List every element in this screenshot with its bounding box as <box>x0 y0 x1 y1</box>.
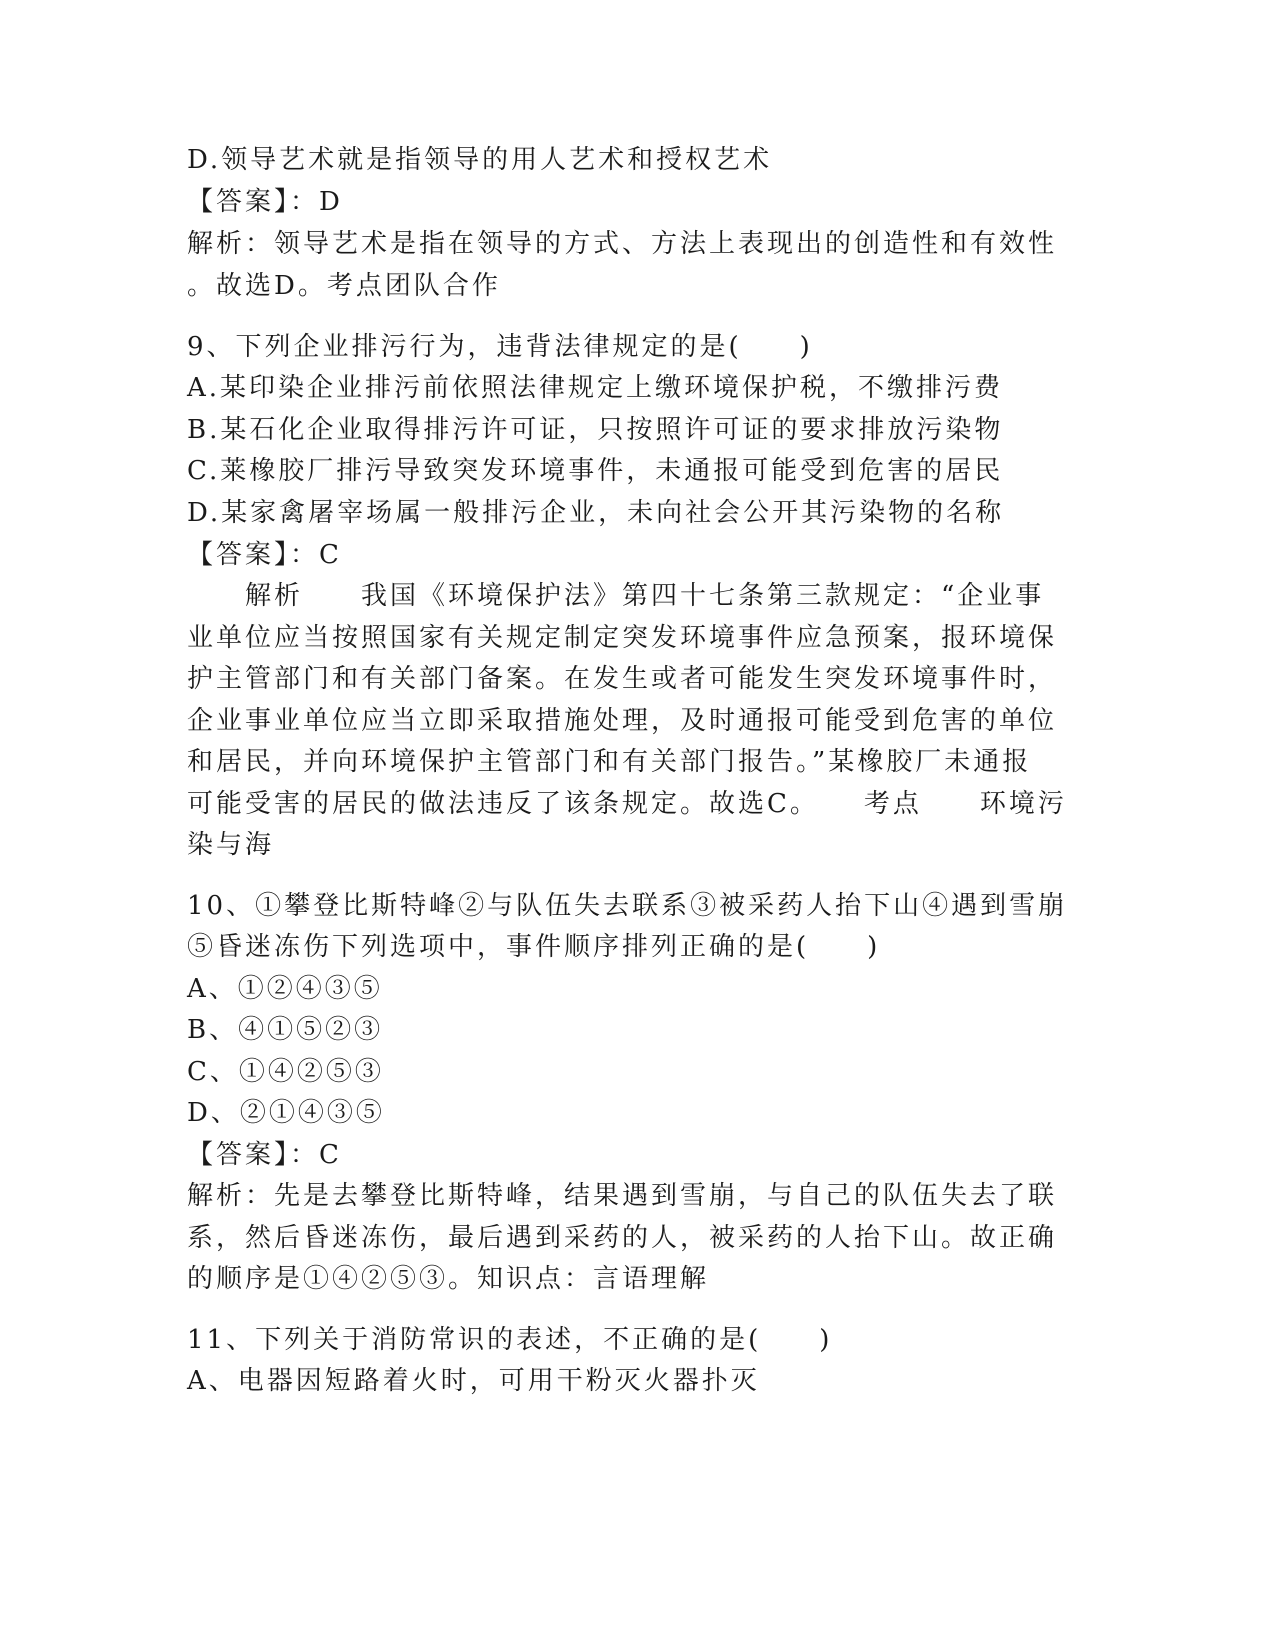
option-d: D.某家禽屠宰场属一般排污企业，未向社会公开其污染物的名称 <box>187 498 1005 528</box>
explanation-line: 解析：先是去攀登比斯特峰，结果遇到雪崩，与自己的队伍失去了联 <box>187 1181 1058 1211</box>
explanation-line: 可能受害的居民的做法违反了该条规定。故选C。 考点 环境污 <box>187 789 1067 819</box>
question-stem: 9、下列企业排污行为，违背法律规定的是( ) <box>187 332 813 362</box>
option-a: A、电器因短路着火时，可用干粉灭火器扑灭 <box>187 1366 760 1396</box>
option-c: C.莱橡胶厂排污导致突发环境事件，未通报可能受到危害的居民 <box>187 456 1004 486</box>
explanation-line: 解析：领导艺术是指在领导的方式、方法上表现出的创造性和有效性 <box>187 229 1058 259</box>
explanation-line: 业单位应当按照国家有关规定制定突发环境事件应急预案，报环境保 <box>187 623 1058 653</box>
answer-line: 【答案】：C <box>187 540 342 570</box>
option-d: D、②①④③⑤ <box>187 1098 385 1128</box>
question-stem: ⑤昏迷冻伤下列选项中，事件顺序排列正确的是( ) <box>187 932 881 962</box>
explanation-line: 染与海 <box>187 830 275 860</box>
explanation-line: 解析 我国《环境保护法》第四十七条第三款规定：“企业事 <box>187 581 1045 611</box>
answer-line: 【答案】：C <box>187 1140 342 1170</box>
option-b: B.某石化企业取得排污许可证，只按照许可证的要求排放污染物 <box>187 415 1004 445</box>
explanation-line: 系，然后昏迷冻伤，最后遇到采药的人，被采药的人抬下山。故正确 <box>187 1223 1058 1253</box>
question-stem: 11、下列关于消防常识的表述，不正确的是( ) <box>187 1325 833 1355</box>
option-a: A、①②④③⑤ <box>187 974 383 1004</box>
explanation-line: 。故选D。考点团队合作 <box>187 271 501 301</box>
question-stem: 10、①攀登比斯特峰②与队伍失去联系③被采药人抬下山④遇到雪崩 <box>187 891 1068 921</box>
explanation-line: 企业事业单位应当立即采取措施处理，及时通报可能受到危害的单位 <box>187 706 1058 736</box>
option-c: C、①④②⑤③ <box>187 1057 384 1087</box>
explanation-line: 护主管部门和有关部门备案。在发生或者可能发生突发环境事件时， <box>187 664 1058 694</box>
explanation-line: 和居民，并向环境保护主管部门和有关部门报告。”某橡胶厂未通报 <box>187 747 1032 777</box>
answer-line: 【答案】：D <box>187 187 343 217</box>
option-d: D.领导艺术就是指领导的用人艺术和授权艺术 <box>187 145 773 175</box>
option-b: B、④①⑤②③ <box>187 1015 384 1045</box>
option-a: A.某印染企业排污前依照法律规定上缴环境保护税，不缴排污费 <box>187 373 1004 403</box>
explanation-line: 的顺序是①④②⑤③。知识点：言语理解 <box>187 1264 710 1294</box>
